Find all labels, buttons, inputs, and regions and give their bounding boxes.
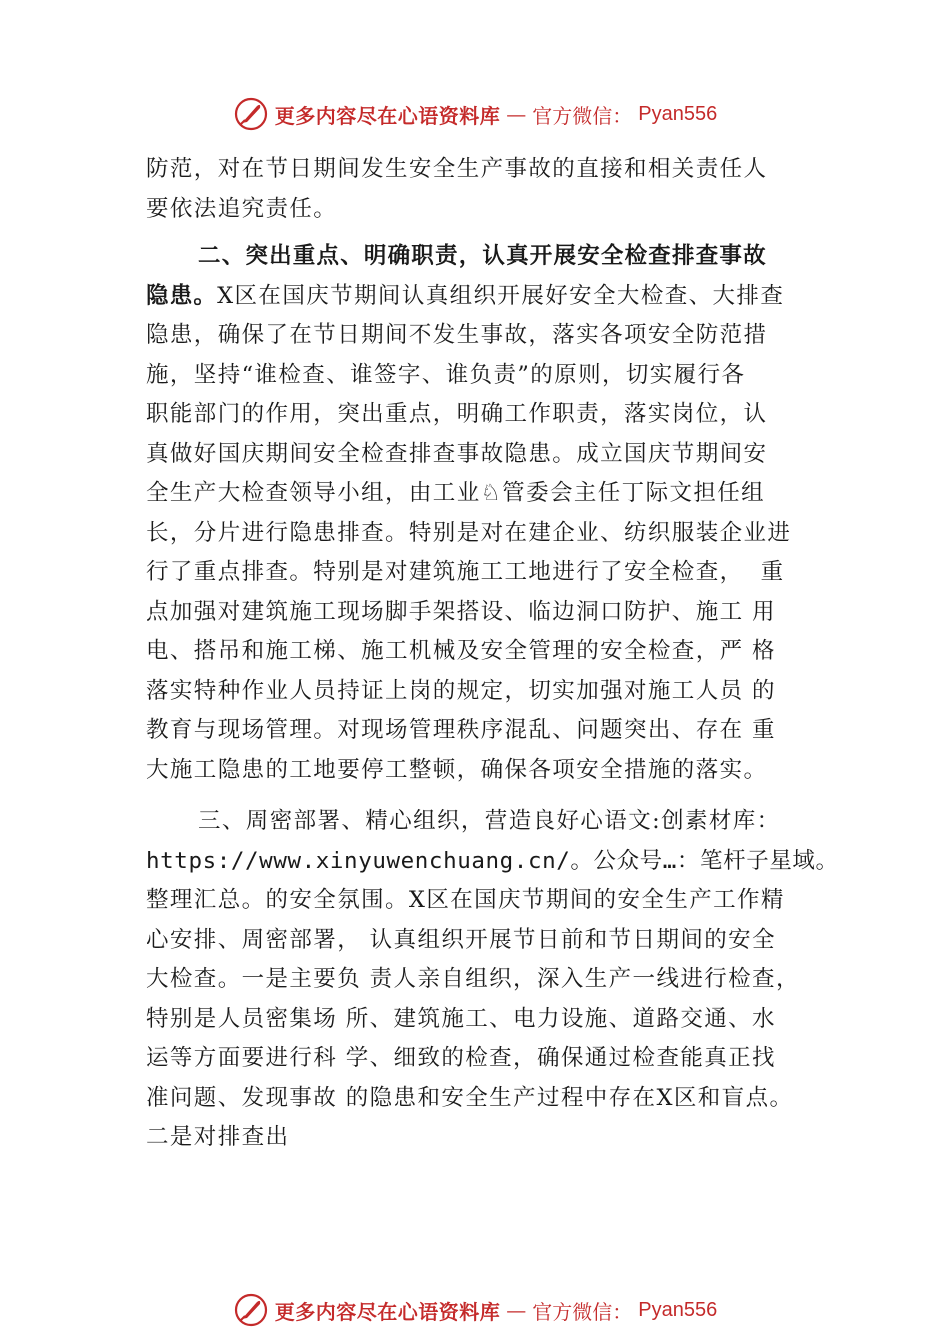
text-segment: X区在国庆节期间认真组织开展好安全大检查、大排查 [217, 282, 785, 309]
text-line: 教育与现场管理。对现场管理秩序混乱、问题突出、存在 重 [146, 717, 776, 743]
section-heading: 二、突出重点、明确职责，认真开展安全检查排查事故 [198, 243, 767, 269]
text-line: 真做好国庆期间安全检查排查事故隐患。成立国庆节期间安 [146, 440, 768, 467]
quill-logo-icon [233, 96, 269, 132]
text-line: 防范，对在节日期间发生安全生产事故的直接和相关责任人 [146, 156, 768, 182]
section-heading-tail: 隐患。 [146, 282, 218, 309]
text-line: 大检查。一是主要负 责人亲自组织，深入生产一线进行检查， [146, 966, 800, 992]
text-line: 落实特种作业人员持证上岗的规定，切实加强对施工人员 的 [146, 677, 776, 704]
paragraph-1 [146, 150, 846, 229]
text-line: 电、搭吊和施工梯、施工机械及安全管理的安全检查，严 格 [146, 638, 776, 664]
footer-banner [0, 1288, 950, 1332]
text-line: 点加强对建筑施工现场脚手架搭设、临边洞口防护、施工 用 [146, 598, 776, 625]
header-banner [0, 92, 950, 136]
paragraph-3 [146, 802, 846, 1158]
banner-wechat-label: 官方微信： [532, 1299, 633, 1324]
banner-main-text: 更多内容尽在心语资料库 [274, 1299, 501, 1324]
text-line: 二是对排查出 [146, 1124, 290, 1150]
text-line: 行了重点排查。特别是对建筑施工工地进行了安全检查， 重 [146, 559, 785, 585]
banner-wechat-label: 官方微信： [532, 103, 633, 128]
quill-logo-icon [233, 1292, 269, 1328]
text-line: 心安排、周密部署， 认真组织开展节日前和节日期间的安全 [146, 926, 776, 953]
banner-separator: — [506, 102, 527, 126]
text-line: 整理汇总。的安全氛围。X区在国庆节期间的安全生产工作精 [146, 887, 785, 913]
banner-separator: — [506, 1298, 527, 1322]
text-line: 要依法追究责任。 [146, 195, 338, 222]
url-line: https://www.xinyuwenchuang.cn/。公众号…：笔杆子星域。 [146, 847, 839, 874]
section-heading: 三、周密部署、精心组织，营造良好心语文:创素材库： [198, 808, 781, 834]
text-line: 职能部门的作用，突出重点，明确工作职责，落实岗位，认 [146, 401, 768, 427]
paragraph-2 [146, 237, 846, 790]
banner-wechat-id: Pyan556 [638, 102, 718, 125]
text-line: 特别是人员密集场 所、建筑施工、电力设施、道路交通、水 [146, 1005, 776, 1032]
document-body [146, 150, 846, 1158]
text-line: 运等方面要进行科 学、细致的检查，确保通过检查能真正找 [146, 1045, 776, 1071]
text-line: 大施工隐患的工地要停工整顿，确保各项安全措施的落实。 [146, 756, 768, 783]
text-line: 长，分片进行隐患排查。特别是对在建企业、纺织服装企业进 [146, 519, 792, 546]
text-line: 隐患，确保了在节日期间不发生事故，落实各项安全防范措 [146, 322, 768, 348]
banner-main-text: 更多内容尽在心语资料库 [274, 103, 501, 128]
banner-wechat-id: Pyan556 [638, 1298, 718, 1321]
text-line [146, 277, 846, 317]
text-line: 全生产大检查领导小组，由工业♘管委会主任丁际文担任组 [146, 480, 766, 506]
text-line: 准问题、发现事故 的隐患和安全生产过程中存在X区和盲点。 [146, 1084, 794, 1111]
text-line: 施，坚持“谁检查、谁签字、谁负责”的原则，切实履行各 [146, 361, 746, 388]
